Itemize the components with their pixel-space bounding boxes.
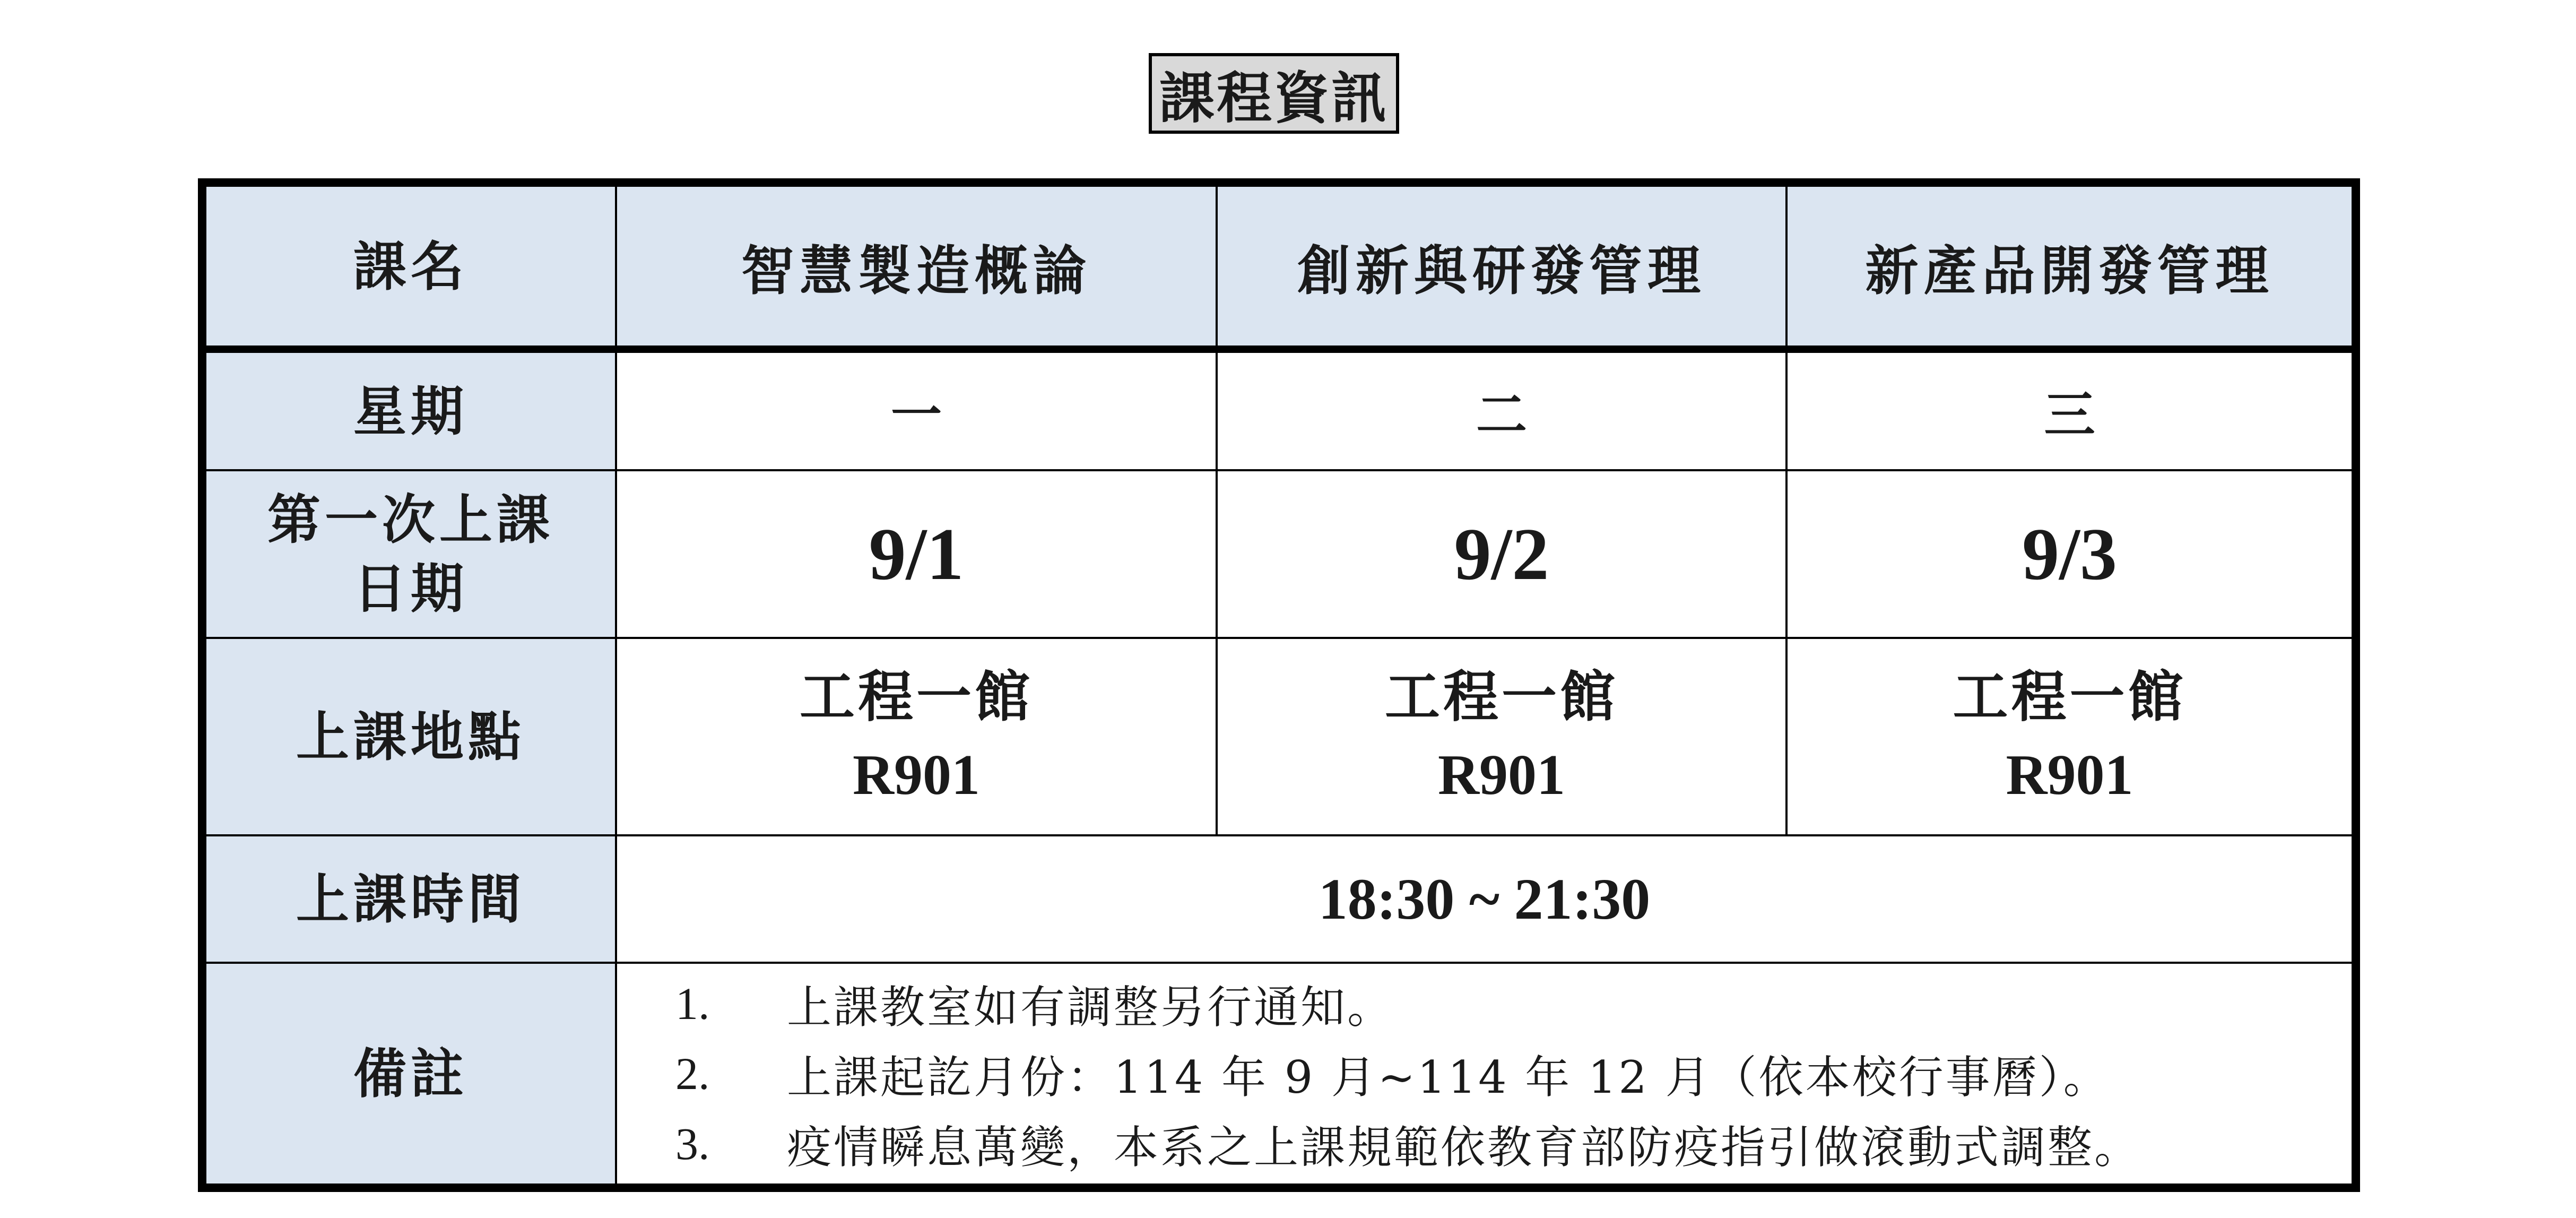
note-text: 疫情瞬息萬變，本系之上課規範依教育部防疫指引做滾動式調整。 [787, 1121, 2141, 1173]
note-number: 2. [675, 1048, 710, 1099]
weekday-label: 星期 [202, 349, 616, 470]
class-time-value: 18:30 ~ 21:30 [616, 835, 2356, 963]
course-name-1: 智慧製造概論 [616, 183, 1217, 349]
room-3: R901 [2006, 744, 2133, 807]
room-1: R901 [853, 744, 980, 807]
page-title: 課程資訊 [1149, 53, 1399, 134]
course-name-row [202, 183, 2356, 349]
weekday-1: 一 [616, 349, 1217, 470]
course-name-label: 課名 [202, 183, 616, 349]
note-number: 1. [675, 978, 710, 1029]
course-name-2: 創新與研發管理 [1217, 183, 1786, 349]
building-2: 工程一館 [1384, 663, 1618, 729]
weekday-3: 三 [1786, 349, 2356, 470]
weekday-row [202, 349, 2356, 470]
course-info-table [198, 178, 2360, 1192]
building-3: 工程一館 [1953, 663, 2187, 729]
first-class-date-label [202, 470, 616, 638]
location-1 [616, 638, 1217, 835]
notes-cell [616, 963, 2356, 1188]
first-class-label-line2: 日期 [353, 557, 468, 620]
room-2: R901 [1438, 744, 1565, 807]
notes-row [202, 963, 2356, 1188]
first-class-label-line1: 第一次上課 [267, 488, 554, 551]
building-1: 工程一館 [799, 663, 1033, 729]
first-class-date-row [202, 470, 2356, 638]
first-date-1: 9/1 [616, 470, 1217, 638]
note-item [617, 1109, 2352, 1179]
note-item [617, 1039, 2352, 1109]
note-number: 3. [675, 1118, 710, 1169]
note-item [617, 969, 2352, 1039]
location-row [202, 638, 2356, 835]
first-date-3: 9/3 [1786, 470, 2356, 638]
location-label: 上課地點 [202, 638, 616, 835]
note-text: 上課教室如有調整另行通知。 [787, 981, 1394, 1033]
notes-label: 備註 [202, 963, 616, 1188]
location-3 [1786, 638, 2356, 835]
note-text: 上課起訖月份：114 年 9 月~114 年 12 月（依本校行事曆）。 [787, 1051, 2110, 1103]
location-2 [1217, 638, 1786, 835]
class-time-row [202, 835, 2356, 963]
first-date-2: 9/2 [1217, 470, 1786, 638]
course-name-3: 新產品開發管理 [1786, 183, 2356, 349]
class-time-label: 上課時間 [202, 835, 616, 963]
weekday-2: 二 [1217, 349, 1786, 470]
